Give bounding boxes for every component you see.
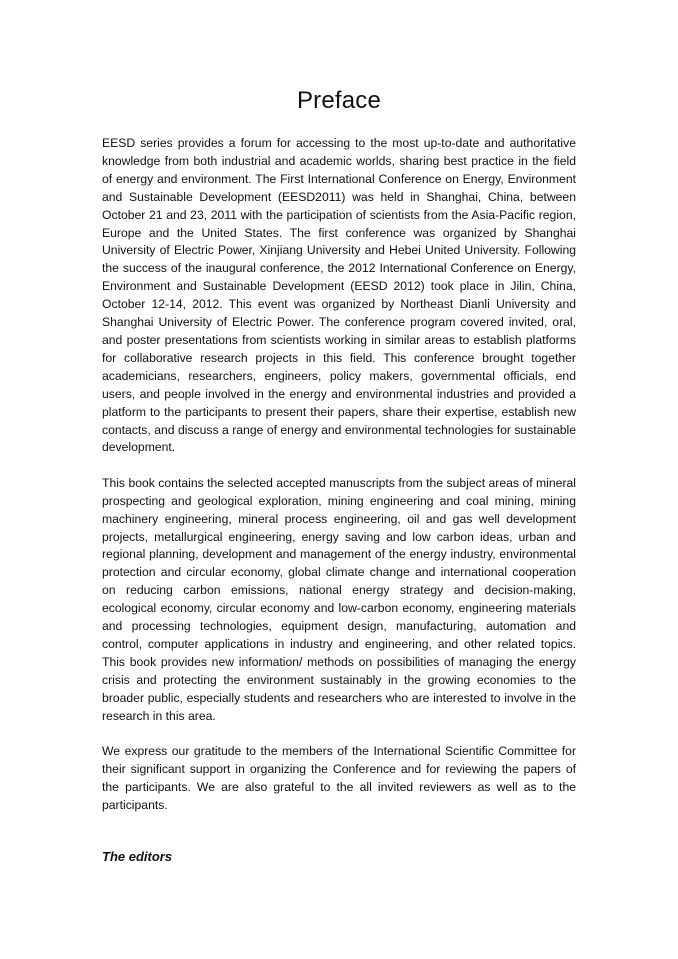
preface-paragraph-1: EESD series provides a forum for accessing to the most up-to-date and authoritative knowledge from both industrial and academic worlds, sharing best practice in the field of energy and environment. The First International Conference on Energy, Environment and Sustainable Development (EESD2011) was held in Shanghai, China, between October 21 and 23, 2011 with the participation of scientists from the Asia-Pacific region, Europe and the United States. The first conference was organized by Shanghai University of Electric Power, Xinjiang University and Hebei United University. Following the success of the inaugural conference, the 2012 International Conference on Energy, Environment and Sustainable Development (EESD 2012) took place in Jilin, China, October 12-14, 2012. This event was organized by Northeast Dianli University and Shanghai University of Electric Power. The conference program covered invited, oral, and poster presentations from scientists working in similar areas to establish platforms for collaborative research projects in this field. This conference brought together academicians, researchers, engineers, policy makers, governmental officials, end users, and people involved in the energy and environmental industries and provided a platform to the participants to present their papers, share their expertise, establish new contacts, and discuss a range of energy and environmental technologies for sustainable development. xyxy=(102,136,576,455)
preface-page xyxy=(102,0,576,866)
preface-paragraph-3: We express our gratitude to the members of the International Scientific Committee for their significant support in organizing the Conference and for reviewing the papers of the participants. We are also grateful to the all invited reviewers as well as to the participants. xyxy=(102,744,576,812)
editors-signature: The editors xyxy=(102,848,173,864)
page-title: Preface xyxy=(296,87,382,114)
preface-paragraph-2: This book contains the selected accepted manuscripts from the subject areas of mineral prospecting and geological exploration, mining engineering and coal mining, mining machinery engineering, mineral process engineering, oil and gas well development projects, metallurgical engineering, energy saving and low carbon ideas, urban and regional planning, development and management of the energy industry, environmental protection and circular economy, global climate change and international cooperation on reducing carbon emissions, national energy strategy and decision-making, ecological economy, circular economy and low-carbon economy, engineering materials and processing technologies, equipment design, manufacturing, automation and control, computer applications in industry and engineering, and other related topics. This book provides new information/ methods on possibilities of managing the energy crisis and protecting the environment sustainably in the growing economies to the broader public, especially students and researchers who are interested to involve in the research in this area. xyxy=(102,475,576,723)
